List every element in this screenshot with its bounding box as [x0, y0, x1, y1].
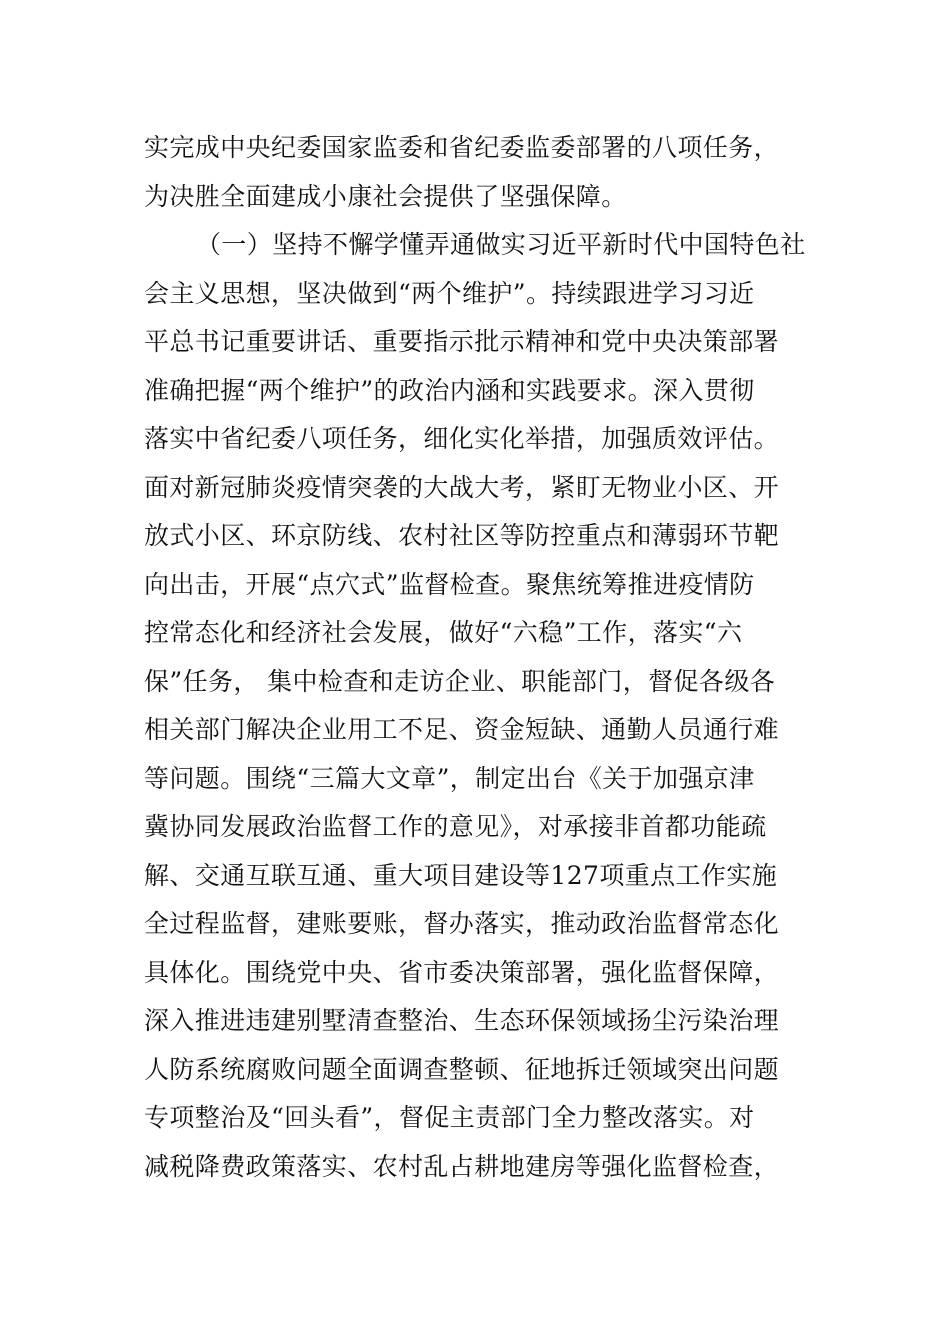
text-line: 准确把握“两个维护”的政治内涵和实践要求。深入贯彻: [144, 375, 755, 405]
text-line: 向出击，开展“点穴式”监督检查。聚焦统筹推进疫情防: [144, 569, 755, 599]
text-line: 保”任务， 集中检查和走访企业、职能部门，督促各级各: [144, 666, 776, 696]
text-line: 深入推进违建别墅清查整治、生态环保领域扬尘污染治理: [144, 1006, 780, 1035]
text-line: 放式小区、环京防线、农村社区等防控重点和薄弱环节靶: [144, 521, 780, 550]
text-line: 为决胜全面建成小康社会提供了坚强保障。: [144, 181, 627, 211]
text-line: 人防系统腐败问题全面调查整顿、征地拆迁领域突出问题: [144, 1054, 780, 1084]
text-line: 减税降费政策落实、农村乱占耕地建房等强化监督检查，: [144, 1151, 780, 1181]
text-line: 解、交通互联互通、重大项目建设等127项重点工作实施: [144, 860, 778, 890]
text-line: 控常态化和经济社会发展，做好“六稳”工作，落实“六: [144, 618, 743, 647]
document-body-text: [144, 124, 814, 1191]
section-heading-line: （一）坚持不懈学懂弄通做实习近平新时代中国特色社: [196, 230, 806, 259]
text-line: 落实中省纪委八项任务，细化实化举措，加强质效评估。: [144, 424, 780, 453]
text-line: 专项整治及“回头看”，督促主责部门全力整改落实。对: [144, 1103, 755, 1132]
text-line: 面对新冠肺炎疫情突袭的大战大考，紧盯无物业小区、开: [144, 472, 780, 502]
text-line: 会主义思想，坚决做到“两个维护”。持续跟进学习习近: [144, 278, 755, 308]
text-line: 具体化。围绕党中央、省市委决策部署，强化监督保障，: [144, 957, 780, 987]
text-line: 相关部门解决企业用工不足、资金短缺、通勤人员通行难: [144, 715, 780, 744]
text-line: 全过程监督，建账要账，督办落实，推动政治监督常态化: [144, 909, 780, 938]
text-line: 冀协同发展政治监督工作的意见》，对承接非首都功能疏: [144, 812, 767, 841]
text-line: 平总书记重要讲话、重要指示批示精神和党中央决策部署: [144, 327, 780, 356]
text-line: 实完成中央纪委国家监委和省纪委监委部署的八项任务，: [144, 133, 780, 162]
text-line: 等问题。围绕“三篇大文章”，制定出台《关于加强京津: [144, 763, 755, 793]
